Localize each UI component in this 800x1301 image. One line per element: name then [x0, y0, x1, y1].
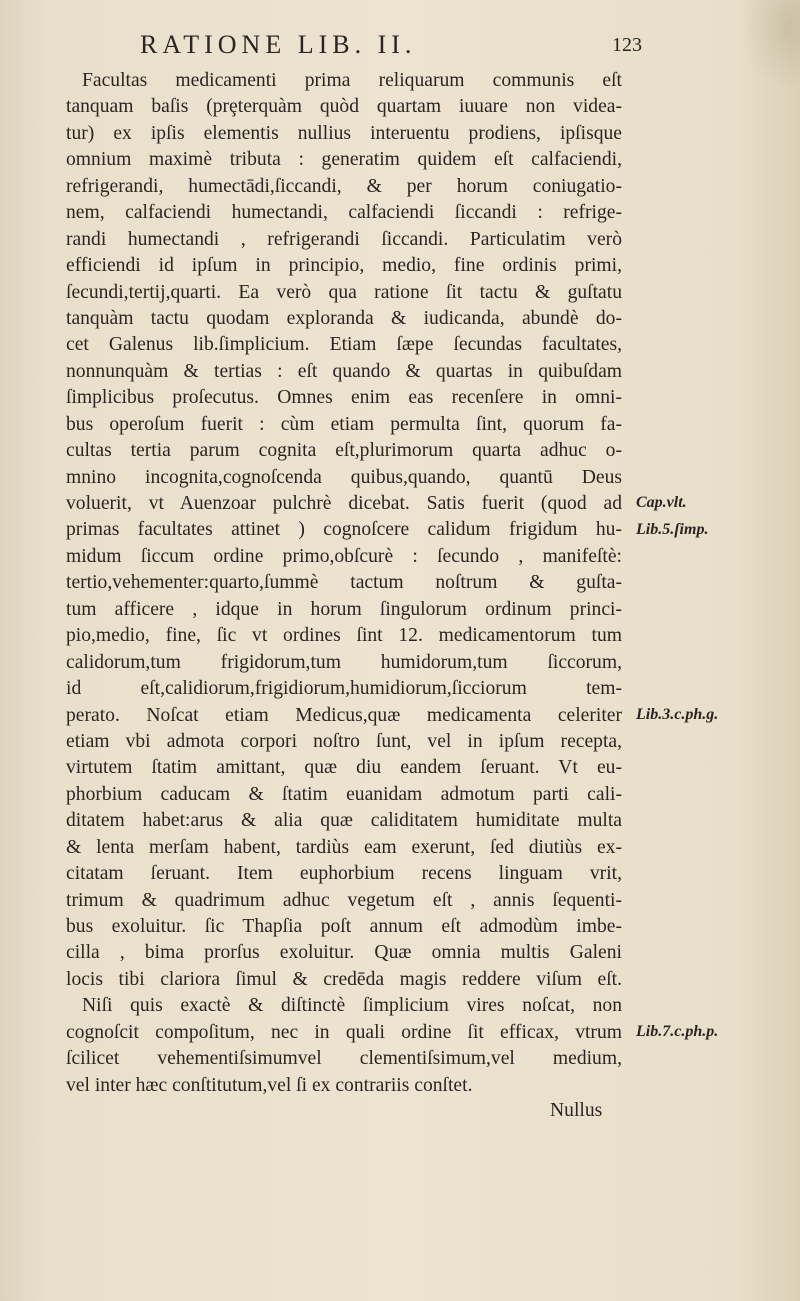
- margin-note: Lib.7.c.ph.p.: [636, 1023, 719, 1040]
- text-line: bus operoſum fuerit : cùm etiam permulta ſint, quorum fa-: [66, 413, 622, 435]
- text-line: tanquam baſis (prȩterquàm quòd quartam iuuare non videa-: [66, 96, 622, 118]
- text-line: voluerit, vt Auenzoar pulchrè dicebat. Satis fuerit (quod ad: [66, 493, 622, 514]
- text-line: virtutem ſtatim amittant, quæ diu eandem ſeruant. Vt eu-: [66, 757, 622, 779]
- text-line: locis tibi clariora ſimul & credēda magis reddere viſum eſt.: [66, 968, 622, 990]
- text-line: ſcilicet vehementiſsimumvel clementiſsimum,vel medium,: [66, 1048, 622, 1070]
- text-line: Niſi quis exactè & diſtinctè ſimplicium vires noſcat, non: [82, 995, 622, 1017]
- margin-note: Lib.5.ſimp.: [636, 521, 709, 538]
- text-line: pio,medio, fine, ſic vt ordines ſint 12. medicamentorum tum: [66, 625, 622, 647]
- text-line: mnino incognita,cognoſcenda quibus,quando, quantū Deus: [66, 466, 622, 488]
- text-line: cultas tertia parum cognita eſt,plurimorum quarta adhuc o-: [66, 440, 622, 462]
- text-line: Facultas medicamenti prima reliquarum communis eſt: [82, 70, 622, 91]
- text-line: id eſt,calidiorum,frigidiorum,humidiorum,ſicciorum tem-: [66, 678, 622, 700]
- text-line: ſimplicibus proſecutus. Omnes enim eas recenſere in omni-: [66, 387, 622, 409]
- text-line: ſecundi,tertij,quarti. Ea verò qua ratione ſit tactu & guſtatu: [66, 281, 622, 303]
- text-line: midum ſiccum ordine primo,obſcurè : ſecundo , manifeſtè:: [66, 545, 622, 567]
- text-line: citatam ſeruant. Item euphorbium recens linguam vrit,: [66, 863, 622, 885]
- text-line: tanquàm tactu quodam exploranda & iudicanda, abundè do-: [66, 307, 622, 329]
- catchword: Nullus: [550, 1100, 603, 1121]
- page-number: 123: [612, 34, 642, 56]
- text-line: vel inter hæc conſtitutum,vel ſi ex contrariis conſtet.: [66, 1074, 473, 1096]
- page-corner-stain: [740, 0, 800, 90]
- text-line: cet Galenus lib.ſimplicium. Etiam ſæpe ſecundas facultates,: [66, 334, 622, 356]
- text-line: ditatem habet:arus & alia quæ caliditatem humiditate multa: [66, 810, 622, 832]
- text-line: randi humectandi , refrigerandi ſiccandi. Particulatim verò: [66, 228, 622, 250]
- text-line: omnium maximè tributa : generatim quidem eſt calfaciendi,: [66, 149, 622, 171]
- text-line: nem, calfaciendi humectandi, calfaciendi ſiccandi : refrige-: [66, 202, 622, 224]
- text-line: calidorum,tum frigidorum,tum humidorum,tum ſiccorum,: [66, 651, 622, 673]
- margin-note: Lib.3.c.ph.g.: [636, 706, 719, 723]
- text-line: primas facultates attinet ) cognoſcere calidum frigidum hu-: [66, 519, 622, 541]
- text-line: & lenta merſam habent, tardiùs eam exerunt, ſed diutiùs ex-: [66, 836, 622, 858]
- running-title: RATIONE LIB. II.: [140, 30, 417, 59]
- text-line: etiam vbi admota corpori noſtro ſunt, vel in ipſum recepta,: [66, 730, 622, 752]
- text-line: phorbium caducam & ſtatim euanidam admotum parti cali-: [66, 783, 622, 805]
- text-line: trimum & quadrimum adhuc vegetum eſt , annis ſequenti-: [66, 889, 622, 911]
- margin-note: Cap.vlt.: [636, 494, 687, 511]
- text-line: tum afficere , idque in horum ſingulorum ordinum princi-: [66, 598, 622, 620]
- text-line: nonnunquàm & tertias : eſt quando & quartas in quibuſdam: [66, 360, 622, 382]
- text-line: tur) ex ipſis elementis nullius interuentu prodiens, ipſisque: [66, 122, 622, 144]
- text-line: tertio,vehementer:quarto,ſummè tactum noſtrum & guſta-: [66, 572, 622, 594]
- text-line: cognoſcit compoſitum, nec in quali ordine ſit efficax, vtrum: [66, 1021, 622, 1043]
- text-line: perato. Noſcat etiam Medicus,quæ medicamenta celeriter: [66, 704, 622, 726]
- text-line: bus exoluitur. ſic Thapſia poſt annum eſt admodùm imbe-: [66, 916, 622, 937]
- text-line: efficiendi id ipſum in principio, medio, fine ordinis primi,: [66, 255, 622, 277]
- text-line: cilla , bima prorſus exoluitur. Quæ omnia multis Galeni: [66, 942, 622, 964]
- body-text: [66, 68, 622, 1099]
- text-line: refrigerandi, humectādi,ſiccandi, & per horum coniugatio-: [66, 175, 622, 197]
